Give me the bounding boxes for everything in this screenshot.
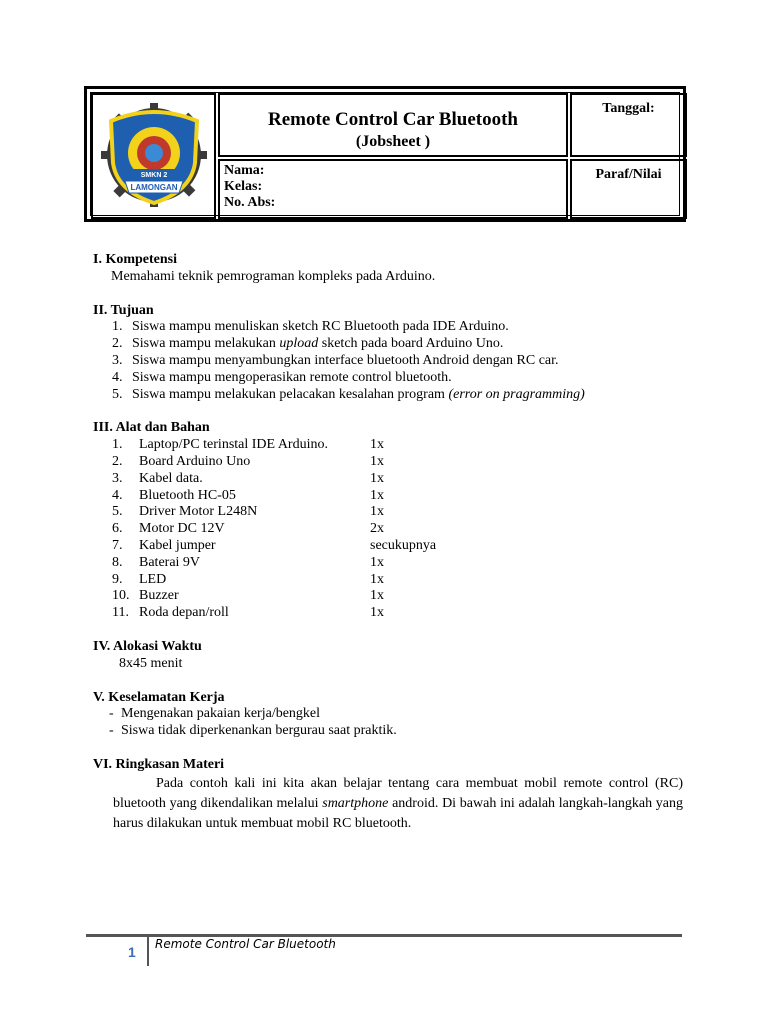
section-heading-alat: III. Alat dan Bahan [93, 420, 210, 436]
title-cell [218, 93, 568, 157]
list-item: 7. Kabel jumper secukupnya [112, 537, 437, 553]
logo-cell [91, 93, 216, 219]
list-item: 9. LED 1x [112, 571, 384, 587]
list-item: - Mengenakan pakaian kerja/bengkel [109, 706, 321, 722]
doc-title: Remote Control Car Bluetooth [268, 109, 518, 130]
tanggal-cell [570, 93, 687, 157]
header-inner [90, 92, 680, 216]
list-item: 1. Laptop/PC terinstal IDE Arduino. 1x [112, 437, 384, 453]
alat-list [93, 437, 683, 622]
student-info-cell [218, 159, 568, 219]
keselamatan-list [93, 706, 683, 740]
footer-divider [147, 934, 149, 966]
kelas-label: Kelas: [224, 179, 263, 194]
list-item: - Siswa tidak diperkenankan bergurau saat praktik. [109, 723, 397, 739]
tujuan-list [93, 319, 683, 403]
page-number: 1 [128, 944, 136, 960]
list-item: 10. Buzzer 1x [112, 588, 384, 604]
kompetensi-text: Memahami teknik pemrograman kompleks pada Arduino. [111, 268, 436, 284]
logo-city-text: LAMONGAN [130, 183, 178, 192]
document-body [93, 252, 683, 834]
tanggal-label: Tanggal: [602, 101, 655, 116]
nama-label: Nama: [224, 163, 265, 178]
section-heading-kompetensi: I. Kompetensi [93, 252, 177, 267]
list-item: 3. Siswa mampu menyambungkan interface bluetooth Android dengan RC car. [112, 352, 559, 368]
section-heading-keselamatan: V. Keselamatan Kerja [93, 689, 225, 705]
list-item: 4. Siswa mampu mengoperasikan remote control bluetooth. [112, 369, 452, 385]
list-item: 5. Siswa mampu melakukan pelacakan kesalahan program (error on pragramming) [112, 386, 585, 402]
header-table [84, 86, 686, 222]
footer-title: Remote Control Car Bluetooth [155, 937, 336, 951]
paraf-cell [570, 159, 687, 219]
list-item: 6. Motor DC 12V 2x [112, 521, 384, 537]
logo-smk-text: SMKN 2 [140, 172, 168, 179]
list-item: 4. Bluetooth HC-05 1x [112, 487, 384, 503]
list-item: 8. Baterai 9V 1x [112, 554, 384, 570]
paraf-label: Paraf/Nilai [595, 167, 662, 182]
doc-subtitle: (Jobsheet ) [355, 133, 431, 150]
school-logo [101, 103, 207, 211]
section-heading-tujuan: II. Tujuan [93, 302, 154, 318]
list-item: 2. Siswa mampu melakukan upload sketch pada board Arduino Uno. [112, 336, 504, 352]
ringkasan-paragraph: Pada contoh kali ini kita akan belajar tentang cara membuat mobil remote control (RC) bluetooth yang dikendalikan melalui smartphone android. Di bawah ini adalah langkah-langkah yang harus dilakukan untuk membuat mobil RC bluetooth. [113, 775, 683, 831]
section-heading-ringkasan: VI. Ringkasan Materi [93, 756, 225, 772]
list-item: 5. Driver Motor L248N 1x [112, 504, 384, 520]
noabs-label: No. Abs: [224, 195, 276, 210]
list-item: 11. Roda depan/roll 1x [112, 605, 384, 621]
alokasi-text: 8x45 menit [119, 655, 183, 671]
list-item: 3. Kabel data. 1x [112, 470, 384, 486]
list-item: 1. Siswa mampu menuliskan sketch RC Bluetooth pada IDE Arduino. [112, 319, 509, 335]
list-item: 2. Board Arduino Uno 1x [112, 453, 384, 469]
section-heading-alokasi: IV. Alokasi Waktu [93, 638, 202, 654]
